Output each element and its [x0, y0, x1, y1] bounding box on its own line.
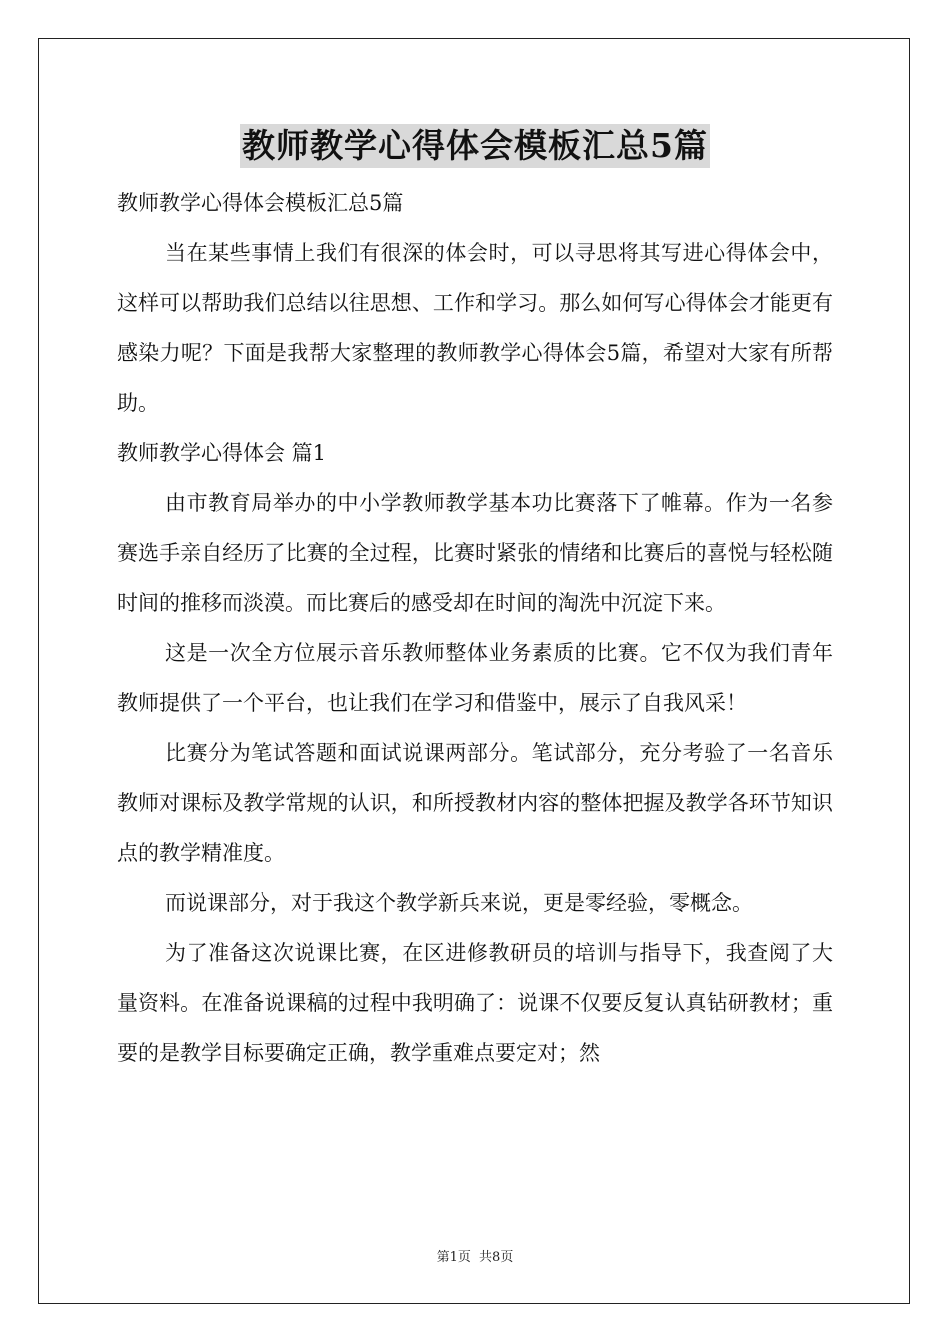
body-paragraph: 由市教育局举办的中小学教师教学基本功比赛落下了帷幕。作为一名参赛选手亲自经历了比赛的全过程，比赛时紧张的情绪和比赛后的喜悦与轻松随时间的推移而淡漠。而比赛后的感受却在时间的淘洗中沉淀下来。 [117, 491, 833, 615]
page-footer: 第1页 共8页 [436, 1250, 514, 1265]
document-body [117, 178, 833, 1078]
body-paragraph: 比赛分为笔试答题和面试说课两部分。笔试部分，充分考验了一名音乐教师对课标及教学常规的认识，和所授教材内容的整体把握及教学各环节知识点的教学精准度。 [117, 741, 833, 865]
document-title: 教师教学心得体会模板汇总5篇 [240, 124, 710, 168]
body-paragraph: 为了准备这次说课比赛，在区进修教研员的培训与指导下，我查阅了大量资料。在准备说课稿的过程中我明确了：说课不仅要反复认真钻研教材；重要的是教学目标要确定正确，教学重难点要定对；然 [117, 941, 833, 1065]
body-paragraph: 这是一次全方位展示音乐教师整体业务素质的比赛。它不仅为我们青年教师提供了一个平台，也让我们在学习和借鉴中，展示了自我风采！ [117, 641, 833, 715]
section-heading: 教师教学心得体会 篇1 [117, 441, 327, 465]
document-subtitle: 教师教学心得体会模板汇总5篇 [117, 191, 404, 215]
body-paragraph: 而说课部分，对于我这个教学新兵来说，更是零经验，零概念。 [165, 891, 753, 915]
title-container [0, 124, 950, 168]
intro-paragraph: 当在某些事情上我们有很深的体会时，可以寻思将其写进心得体会中，这样可以帮助我们总结以往思想、工作和学习。那么如何写心得体会才能更有感染力呢？下面是我帮大家整理的教师教学心得体会5篇，希望对大家有所帮助。 [117, 241, 833, 415]
